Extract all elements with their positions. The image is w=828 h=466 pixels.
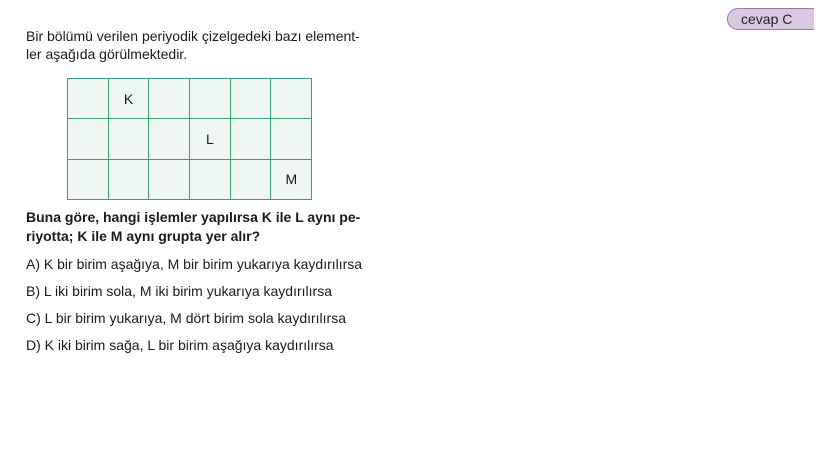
cell	[68, 119, 109, 159]
cell: K	[108, 79, 149, 119]
cell: M	[271, 159, 312, 199]
table-row	[68, 119, 312, 159]
cell	[68, 79, 109, 119]
intro-text: Bir bölümü verilen periyodik çizelgedeki bazı element- ler aşağıda görülmektedir.	[26, 28, 360, 62]
cell	[149, 119, 190, 159]
table-row	[68, 79, 312, 119]
question-text: Buna göre, hangi işlemler yapılırsa K ile L aynı pe- riyotta; K ile M aynı grupta yer alır?	[26, 209, 361, 244]
option-a[interactable]: A) K bir birim aşağıya, M bir birim yukarıya kaydırılırsa	[26, 256, 363, 272]
table-row	[68, 159, 312, 199]
answer-badge: cevap C	[727, 8, 818, 30]
cell	[108, 159, 149, 199]
cell	[68, 159, 109, 199]
periodic-table-grid	[67, 78, 312, 200]
cell	[230, 159, 271, 199]
cell	[149, 79, 190, 119]
cell	[230, 79, 271, 119]
cell	[271, 79, 312, 119]
cell	[108, 119, 149, 159]
option-c[interactable]: C) L bir birim yukarıya, M dört birim sola kaydırılırsa	[26, 310, 346, 326]
cell	[190, 159, 231, 199]
option-d[interactable]: D) K iki birim sağa, L bir birim aşağıya kaydırılırsa	[26, 337, 334, 353]
cell	[190, 79, 231, 119]
cell: L	[190, 119, 231, 159]
cell	[271, 119, 312, 159]
cell	[230, 119, 271, 159]
cell	[149, 159, 190, 199]
option-b[interactable]: B) L iki birim sola, M iki birim yukarıya kaydırılırsa	[26, 283, 332, 299]
